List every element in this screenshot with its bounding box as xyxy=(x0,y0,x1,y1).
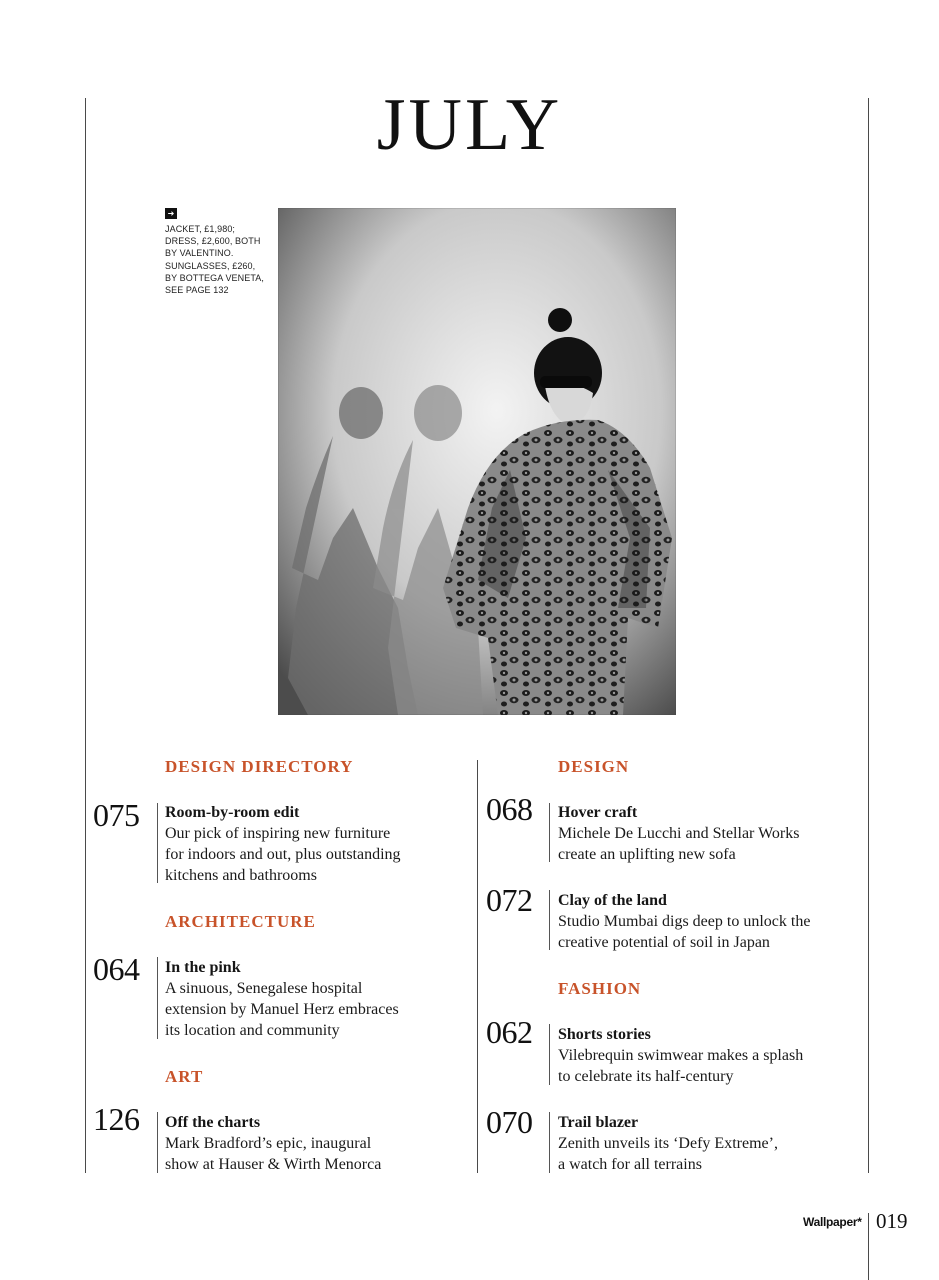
entry-description-room-by-room: Our pick of inspiring new furniture for indoors and out, plus outstanding kitchens and bathrooms xyxy=(165,825,401,884)
entry-rule xyxy=(549,1024,550,1085)
section-heading-fashion: FASHION xyxy=(558,979,642,998)
entry-title-trail-blazer: Trail blazer xyxy=(558,1114,639,1131)
page-number-064: 064 xyxy=(93,951,140,987)
entry-title-off-the-charts: Off the charts xyxy=(165,1114,261,1131)
page-title: JULY xyxy=(376,84,563,166)
entry-title-room-by-room: Room-by-room edit xyxy=(165,804,300,821)
page-number-070: 070 xyxy=(486,1104,533,1140)
entry-rule xyxy=(157,803,158,883)
section-heading-design-directory: DESIGN DIRECTORY xyxy=(165,757,354,776)
entry-description-hover-craft: Michele De Lucchi and Stellar Works create an uplifting new sofa xyxy=(558,825,800,863)
entry-description-off-the-charts: Mark Bradford’s epic, inaugural show at Hauser & Wirth Menorca xyxy=(165,1135,382,1173)
section-heading-design: DESIGN xyxy=(558,757,630,776)
entry-description-in-the-pink: A sinuous, Senegalese hospital extension by Manuel Herz embraces its location and community xyxy=(165,980,399,1039)
fashion-photo xyxy=(278,208,676,715)
fashion-photo-illustration xyxy=(278,208,676,715)
page-number-072: 072 xyxy=(486,882,533,918)
entry-rule xyxy=(549,803,550,862)
entry-description-clay-of-the-land: Studio Mumbai digs deep to unlock the creative potential of soil in Japan xyxy=(558,913,811,951)
section-heading-art: ART xyxy=(165,1067,204,1086)
entry-title-hover-craft: Hover craft xyxy=(558,804,638,821)
brand-logo: Wallpaper* xyxy=(803,1215,862,1229)
page-number-075: 075 xyxy=(93,797,140,833)
entry-title-clay-of-the-land: Clay of the land xyxy=(558,892,667,909)
right-page-rule xyxy=(868,98,869,1173)
entry-rule xyxy=(157,957,158,1039)
entry-rule xyxy=(157,1112,158,1173)
footer-rule xyxy=(868,1213,869,1280)
entry-description-shorts-stories: Vilebrequin swimwear makes a splash to celebrate its half-century xyxy=(558,1047,804,1085)
entry-rule xyxy=(549,890,550,950)
entry-title-in-the-pink: In the pink xyxy=(165,959,241,976)
entry-title-shorts-stories: Shorts stories xyxy=(558,1026,651,1043)
arrow-right-icon: ➜ xyxy=(165,208,177,219)
section-heading-architecture: ARCHITECTURE xyxy=(165,912,316,931)
folio-page-number: 019 xyxy=(876,1209,908,1233)
entry-description-trail-blazer: Zenith unveils its ‘Defy Extreme’, a watch for all terrains xyxy=(558,1135,778,1173)
caption-text: JACKET, £1,980; DRESS, £2,600, BOTH BY VALENTINO. SUNGLASSES, £260, BY BOTTEGA VENETA, SEE PAGE 132 xyxy=(165,224,264,296)
column-divider-rule xyxy=(477,760,478,1173)
page-number-126: 126 xyxy=(93,1101,140,1137)
entry-rule xyxy=(549,1112,550,1173)
left-page-rule xyxy=(85,98,86,1173)
photo-caption xyxy=(165,208,275,296)
page-number-062: 062 xyxy=(486,1014,533,1050)
page-number-068: 068 xyxy=(486,791,533,827)
